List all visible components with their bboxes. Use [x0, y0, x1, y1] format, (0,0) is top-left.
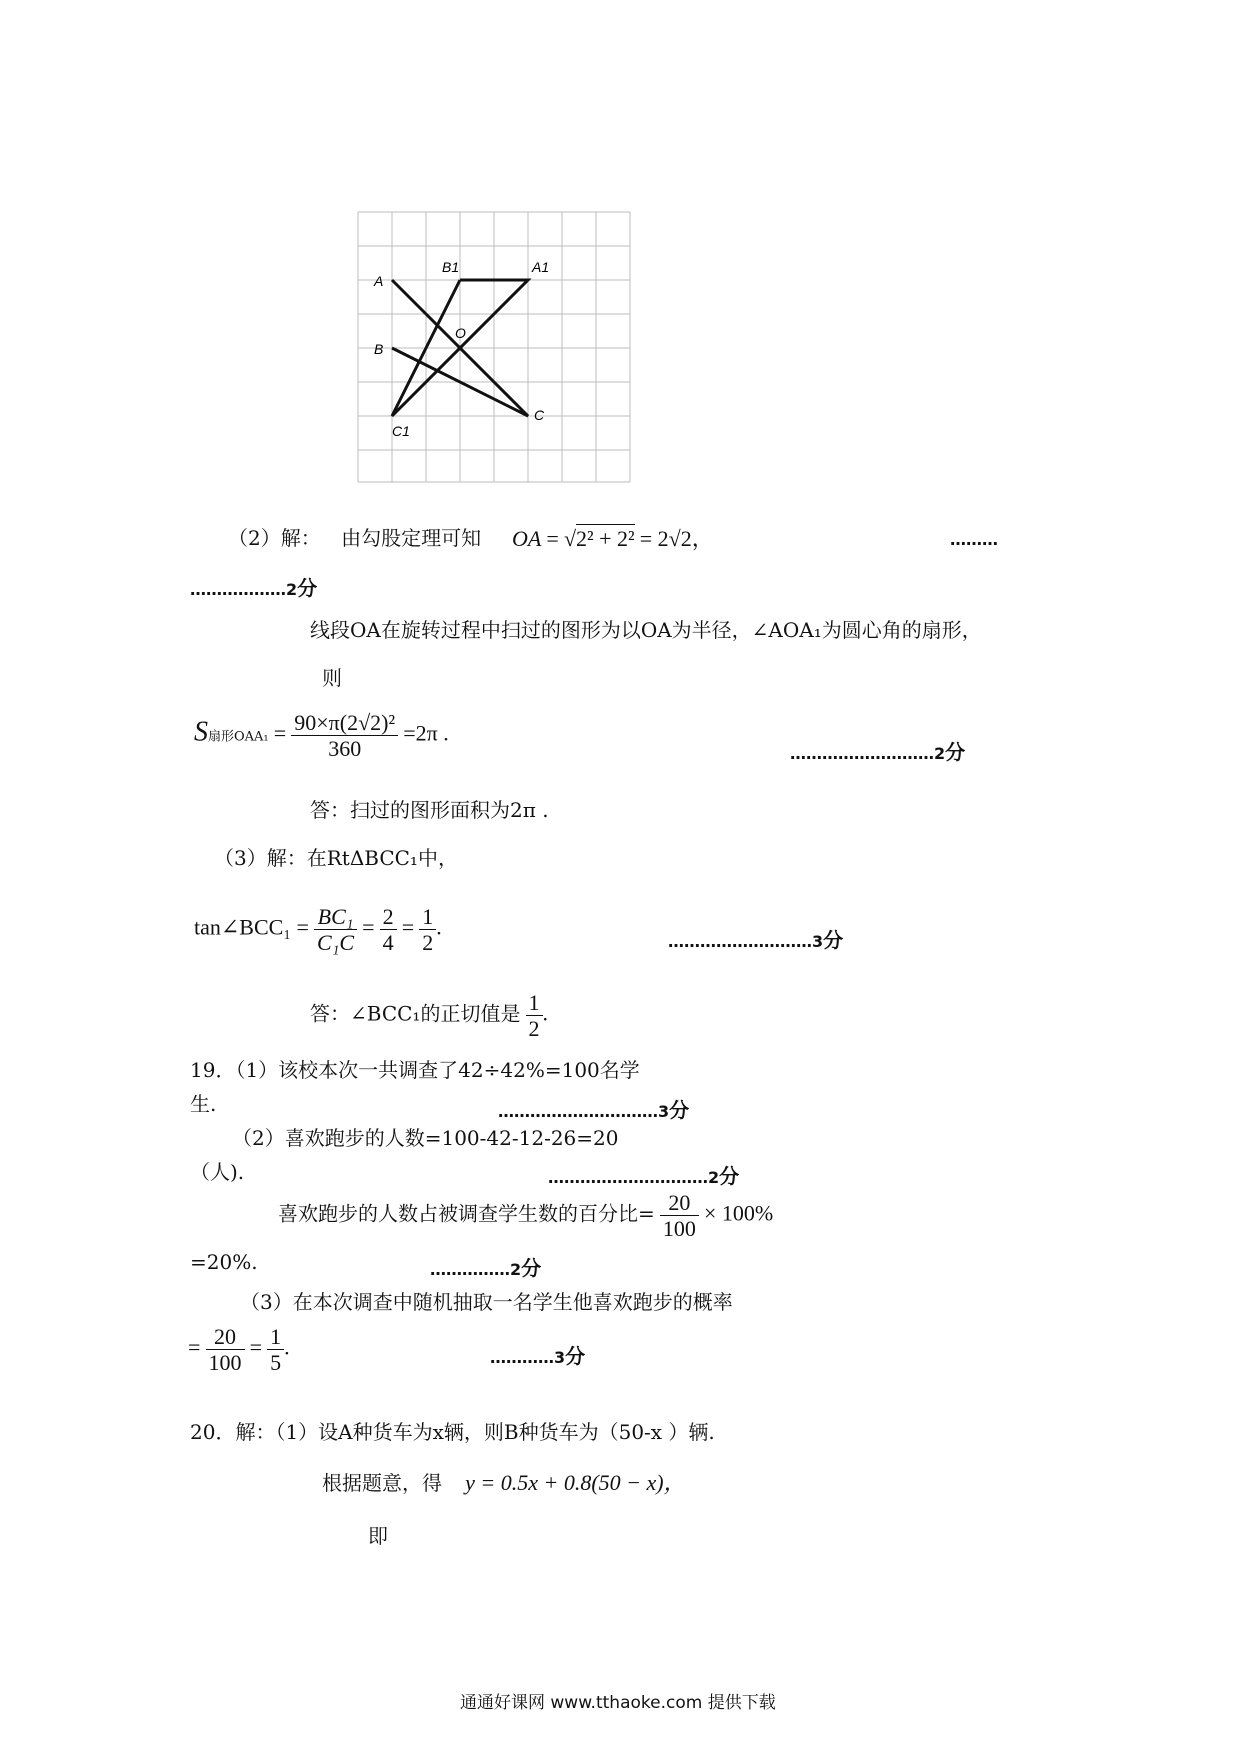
tan-f2-num: 2 — [380, 904, 397, 930]
part2-dots-b: ………………2 — [190, 580, 298, 599]
label-O: O — [455, 325, 466, 341]
q20-line2-pre: 根据题意，得 — [322, 1471, 442, 1495]
area-subscript: 扇形OAA₁ — [208, 729, 269, 745]
part3-answer-text: 答：∠BCC₁的正切值是 — [310, 1001, 521, 1026]
sector-area-formula — [194, 710, 449, 762]
q19-p2-line4: =20%. — [190, 1250, 258, 1274]
q19-p3-period: . — [284, 1334, 290, 1360]
label-B1: B1 — [442, 259, 460, 275]
q19-p3-line1: （3）在本次调查中随机抽取一名学生他喜欢跑步的概率 — [240, 1290, 733, 1314]
pythagoras-formula — [512, 522, 714, 553]
q19-p3-eq1: = — [188, 1334, 201, 1360]
tan-fraction-2 — [380, 904, 397, 956]
formula-eq: = — [546, 526, 559, 551]
label-A: A — [374, 273, 384, 289]
tan-dots: ………………………3 — [668, 932, 824, 951]
part3-answer-fraction — [526, 990, 543, 1042]
q19-p1-score-unit: 分 — [669, 1098, 690, 1122]
q19-p3-num2: 1 — [267, 1324, 284, 1350]
area-eq: = — [273, 720, 287, 746]
q19-p3-den2: 5 — [270, 1350, 282, 1376]
q20-line2-formula: y = 0.5x + 0.8(50 − x)， — [465, 1470, 686, 1495]
tan-f1-den: C₁C — [317, 930, 355, 956]
q19-p3-den1: 100 — [208, 1350, 242, 1376]
q19-p2-score — [548, 1160, 739, 1189]
q19-p3-num1: 20 — [206, 1324, 245, 1350]
part2-answer: 答：扫过的图形面积为2π . — [310, 798, 549, 822]
grid-lines — [358, 212, 630, 482]
area-denominator: 360 — [328, 736, 362, 762]
part2-line2: 线段OA在旋转过程中扫过的图形为以OA为半径，∠AOA₁为圆心角的扇形， — [310, 618, 982, 642]
formula-radicand: 2² + 2² — [576, 526, 635, 551]
formula-lhs: OA — [512, 526, 542, 551]
part3-lead: （3）解：在RtΔBCC₁中， — [214, 846, 458, 870]
q19-p3-fraction-2 — [267, 1324, 284, 1376]
part3-answer-den: 2 — [528, 1016, 540, 1042]
area-result: =2π . — [403, 720, 449, 746]
tan-period: . — [436, 914, 442, 940]
q19-p1-score — [498, 1094, 689, 1123]
part2-dots-a: ……… — [950, 530, 998, 549]
part2-line3: 则 — [322, 666, 342, 690]
q19-p2-dots2: ……………2 — [430, 1260, 522, 1279]
q19-p2-line2: （人). — [190, 1160, 245, 1184]
tan-f2-den: 4 — [382, 930, 394, 956]
tan-fraction-3 — [419, 904, 436, 956]
q20-line3: 即 — [368, 1524, 388, 1548]
q19-p2-num: 20 — [660, 1190, 699, 1216]
q19-p2-den: 100 — [662, 1216, 696, 1242]
part3-answer — [310, 990, 548, 1042]
q19-p2-score-unit: 分 — [719, 1164, 740, 1188]
q19-p3-score — [490, 1340, 585, 1369]
q19-p2-line1: （2）喜欢跑步的人数=100-42-12-26=20 — [232, 1126, 619, 1150]
formula-radical: √2² + 2² — [563, 526, 635, 551]
label-C: C — [534, 407, 545, 423]
part2-text: 由勾股定理可知 — [341, 526, 482, 550]
area-symbol: S — [194, 716, 208, 748]
tan-eq-3: = — [401, 914, 415, 940]
q20-line1: 20．解：（1）设A种货车为x辆，则B种货车为（50-x ）辆. — [190, 1420, 715, 1444]
tan-lhs: tan∠BCC₁ = — [194, 914, 309, 940]
area-numerator: 90×π(2√2)² — [291, 710, 398, 736]
rotation-grid-figure — [356, 210, 636, 485]
q19-p2-score2-unit: 分 — [521, 1256, 542, 1280]
part3-answer-num: 1 — [526, 990, 543, 1016]
q19-p2-fraction — [660, 1190, 699, 1242]
q19-p3-eq2: = — [249, 1334, 263, 1360]
q19-p3-formula — [188, 1324, 290, 1376]
label-B: B — [374, 341, 384, 357]
page-footer: 通通好课网 www.tthaoke.com 提供下载 — [460, 1693, 776, 1713]
tan-eq-2: = — [362, 914, 375, 940]
part2-score-line — [190, 572, 317, 601]
tan-formula — [194, 904, 442, 956]
tan-score-line — [668, 924, 843, 953]
area-dots: ………………………2 — [790, 744, 946, 763]
q19-p2-line3: 喜欢跑步的人数占被调查学生数的百分比= — [278, 1201, 655, 1226]
area-score-unit: 分 — [945, 740, 966, 764]
formula-rhs: = 2√2， — [639, 526, 714, 551]
part2-lead — [228, 528, 481, 548]
area-fraction — [291, 710, 398, 762]
q19-p2-dots: …………………………2 — [548, 1168, 720, 1187]
q19-p2-score2 — [430, 1252, 541, 1281]
q19-p1-dots: …………………………3 — [498, 1102, 670, 1121]
part2-score-unit: 分 — [297, 576, 318, 600]
q19-p1-line2: 生. — [190, 1092, 217, 1116]
q19-p3-dots: …………3 — [490, 1348, 566, 1367]
label-C1: C1 — [392, 423, 410, 439]
part2-lead-label: （2）解： — [228, 526, 321, 550]
q19-p3-fraction-1 — [206, 1324, 245, 1376]
q19-p2-percent — [278, 1190, 773, 1242]
label-A1: A1 — [532, 259, 550, 275]
part3-answer-period: . — [542, 1000, 549, 1026]
tan-f1-num: BC₁ — [314, 904, 357, 930]
area-score-line — [790, 736, 965, 765]
tan-score-unit: 分 — [823, 928, 844, 952]
tan-f3-den: 2 — [422, 930, 434, 956]
tan-fraction-1 — [314, 904, 357, 956]
q19-p2-tail: × 100% — [703, 1200, 774, 1226]
tan-f3-num: 1 — [419, 904, 436, 930]
q20-line2 — [322, 1466, 686, 1497]
q19-p1-line1: 19．（1）该校本次一共调查了42÷42%=100名学 — [190, 1058, 640, 1082]
q19-p3-score-unit: 分 — [565, 1344, 586, 1368]
